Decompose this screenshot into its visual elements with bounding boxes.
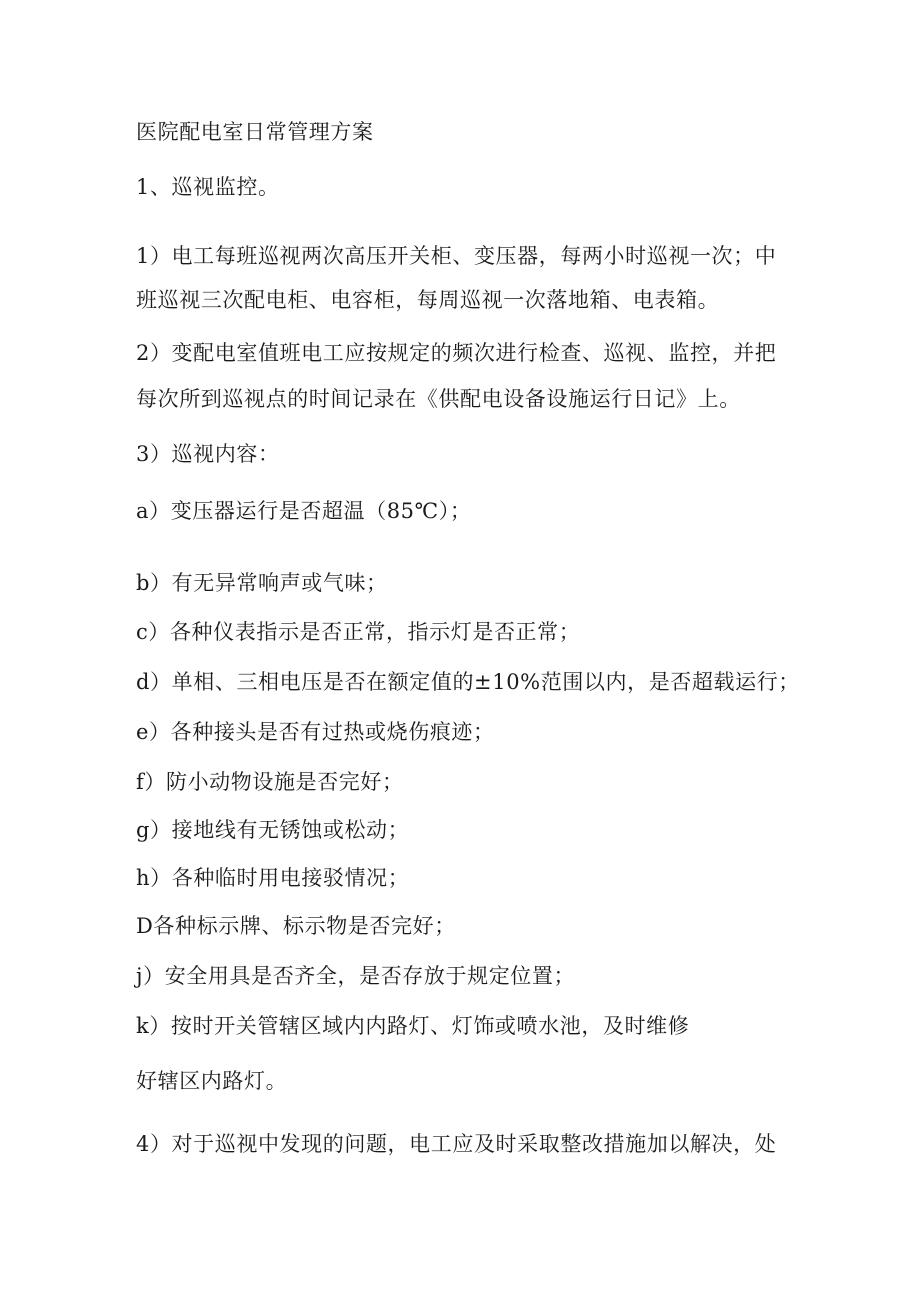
- list-item: g）接地线有无锈蚀或松动；: [136, 818, 410, 842]
- list-item: h）各种临时用电接驳情况；: [136, 866, 410, 890]
- list-item: f）防小动物设施是否完好；: [136, 770, 404, 794]
- list-item: d）单相、三相电压是否在额定值的±10%范围以内，是否超载运行；: [136, 670, 800, 694]
- list-item: b）有无异常响声或气味；: [136, 571, 388, 595]
- paragraph-line: 班巡视三次配电柜、电容柜，每周巡视一次落地箱、电表箱。: [136, 288, 720, 312]
- list-item: e）各种接头是否有过热或烧伤痕迹；: [136, 720, 495, 744]
- paragraph-line: 3）巡视内容：: [136, 442, 280, 466]
- document-title: 医院配电室日常管理方案: [136, 120, 374, 144]
- list-item-continuation: 好辖区内路灯。: [136, 1069, 288, 1093]
- paragraph-line: 1）电工每班巡视两次高压开关柜、变压器，每两小时巡视一次；中: [136, 244, 777, 268]
- list-item: a）变压器运行是否超温（85℃）；: [136, 499, 472, 523]
- paragraph-line: 2）变配电室值班电工应按规定的频次进行检查、巡视、监控，并把: [136, 341, 777, 365]
- list-item: k）按时开关管辖区域内内路灯、灯饰或喷水池，及时维修: [136, 1014, 690, 1038]
- list-item: D各种标示牌、标示物是否完好；: [136, 914, 456, 938]
- paragraph-line: 4）对于巡视中发现的问题，电工应及时采取整改措施加以解决，处: [136, 1132, 777, 1156]
- list-item: c）各种仪表指示是否正常，指示灯是否正常；: [136, 620, 581, 644]
- list-item: j）安全用具是否齐全，是否存放于规定位置；: [136, 964, 576, 988]
- section-heading: 1、巡视监控。: [136, 175, 280, 199]
- paragraph-line: 每次所到巡视点的时间记录在《供配电设备设施运行日记》上。: [136, 387, 741, 411]
